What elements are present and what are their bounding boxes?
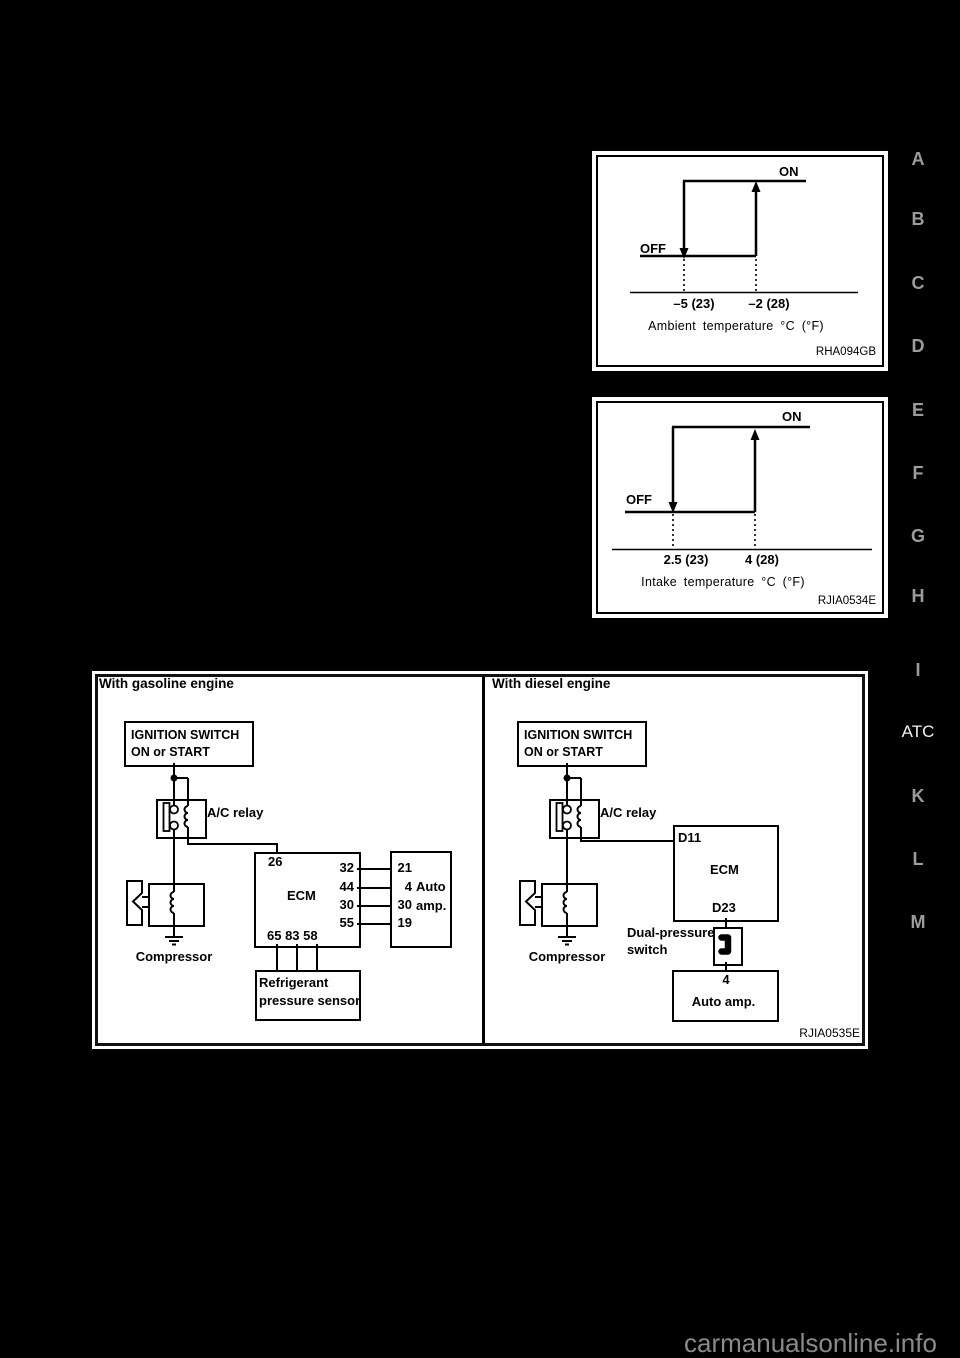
side-tab-g: G [910,526,925,546]
diesel-panel-title: With diesel engine [492,676,611,691]
ac-relay-box-diesel [549,799,600,839]
compressor-pulley-icon [127,881,142,925]
ecm-pin-55: 55 [339,915,354,930]
arrowheads [669,181,761,513]
dual-pressure-switch-box [713,927,743,966]
ignition-switch-box-diesel [517,721,647,767]
ecm-pin-d23: D23 [712,900,736,915]
side-tab-f: F [912,463,924,483]
auto-amp-label-diesel: Auto amp. [691,994,756,1009]
ambient-figure-code: RHA094GB [815,346,876,358]
amp-pin-4-diesel: 4 [722,972,730,987]
amp-pin-4: 4 [404,879,412,894]
ac-relay-label-diesel: A/C relay [600,805,657,820]
amp-pin-19: 19 [397,915,412,930]
side-tab-e: E [911,400,924,420]
side-tab-h: H [911,586,925,606]
ecm-pin-32: 32 [339,860,354,875]
compressor-box-gasoline [148,883,205,927]
side-tab-l: L [912,849,924,869]
intake-off-label: OFF [626,492,652,507]
intake-axis-label: Intake temperature °C (°F) [641,575,805,589]
ecm-pin-26: 26 [268,854,283,869]
auto-amp-label-line2: amp. [416,898,447,913]
dual-pressure-label-line2: switch [627,942,668,957]
amp-pin-21: 21 [397,860,412,875]
junction-dot [171,775,178,782]
intake-on-label: ON [782,409,802,424]
compressor-pulley-icon [520,881,535,925]
amp-pin-30: 30 [397,897,412,912]
ecm-pin-44: 44 [339,879,354,894]
side-tab-i: I [915,660,921,680]
side-tab-d: D [911,336,925,356]
ambient-tick-off: –5 (23) [673,296,715,311]
ambient-off-label: OFF [640,241,666,256]
ignition-line2: ON or START [131,745,210,759]
compressor-box-diesel [541,883,598,927]
ignition-switch-box-gasoline [124,721,254,767]
intake-tick-off: 2.5 (23) [663,552,709,567]
ignition-line1: IGNITION SWITCH [131,728,240,742]
side-tab-a: A [911,149,925,169]
junction-dot [564,775,571,782]
wiring-figure-code: RJIA0535E [799,1026,860,1040]
watermark-text: carmanualsonline.info [684,1328,937,1358]
side-tab-k: K [911,786,925,806]
ac-relay-box-gasoline [156,799,207,839]
dual-pressure-label-line1: Dual-pressure [627,925,715,940]
sensor-label-line2: pressure sensor [259,993,361,1008]
ambient-tick-on: –2 (28) [748,296,790,311]
ignition-switch-text [126,723,252,765]
intake-tick-on: 4 (28) [745,552,779,567]
compressor-label-gasoline: Compressor [135,949,213,964]
ecm-pin-d11: D11 [678,830,702,845]
gasoline-panel-title: With gasoline engine [99,676,234,691]
ecm-label-gasoline: ECM [287,888,316,903]
ignition-line2: ON or START [524,745,603,759]
ecm-pins-bottom: 65 83 58 [267,928,318,943]
side-tab-b: B [911,209,925,229]
sensor-label-line1: Refrigerant [259,975,329,990]
auto-amp-label-line1: Auto [416,879,446,894]
ignition-switch-text [519,723,645,765]
ignition-line1: IGNITION SWITCH [524,728,633,742]
ambient-axis-label: Ambient temperature °C (°F) [648,319,824,333]
compressor-label-diesel: Compressor [528,949,606,964]
side-tab-atc-active: ATC [901,722,935,741]
ac-relay-label-gasoline: A/C relay [207,805,264,820]
ambient-on-label: ON [779,164,799,179]
ecm-pin-30: 30 [339,897,354,912]
intake-figure-code: RJIA0534E [817,595,876,607]
side-tab-c: C [911,273,925,293]
ecm-label-diesel: ECM [710,862,739,877]
side-tab-m: M [910,912,926,932]
